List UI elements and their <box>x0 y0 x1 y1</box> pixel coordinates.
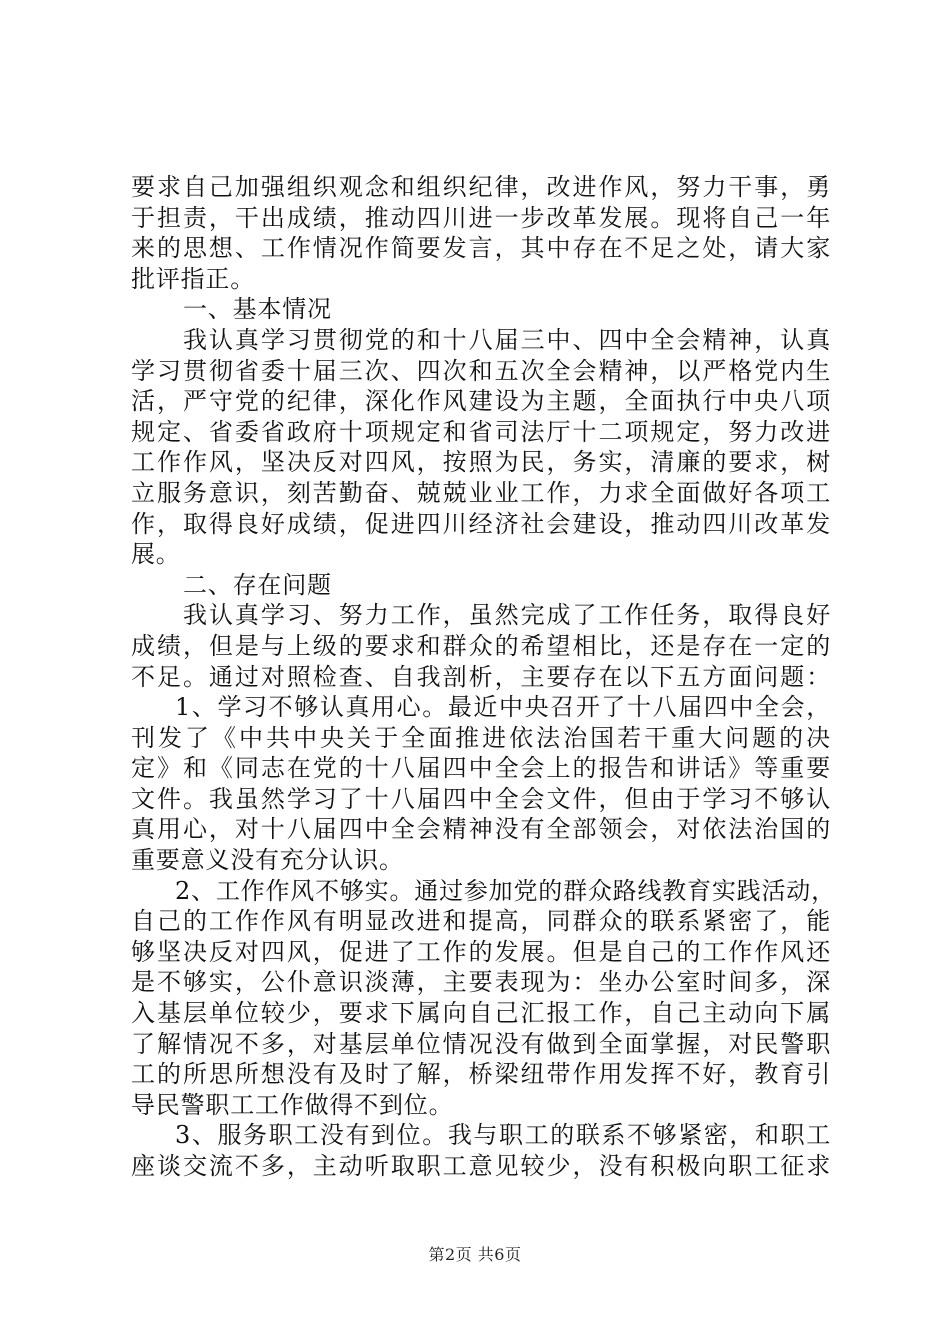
text-line: 要求自己加强组织观念和组织纪律，改进作风，努力干事，勇 <box>131 173 831 201</box>
text-line: 成绩，但是与上级的要求和群众的希望相比，还是存在一定的 <box>131 631 831 660</box>
text-line: 于担责，干出成绩，推动四川进一步改革发展。现将自己一年 <box>131 203 831 232</box>
text-line: 我认真学习、努力工作，虽然完成了工作任务，取得良好 <box>183 601 831 630</box>
text-line: 来的思想、工作情况作简要发言，其中存在不足之处，请大家 <box>131 234 831 263</box>
text-line: 是不够实，公仆意识淡薄，主要表现为：坐办公室时间多，深 <box>131 968 831 997</box>
text-line: 不足。通过对照检查、自我剖析，主要存在以下五方面问题： <box>131 662 831 691</box>
text-line: 了解情况不多，对基层单位情况没有做到全面掌握，对民警职 <box>131 1029 831 1058</box>
text-line: 规定、省委省政府十项规定和省司法厅十二项规定，努力改进 <box>131 417 831 446</box>
text-line: 工作作风，坚决反对四风，按照为民，务实，清廉的要求，树 <box>131 448 831 477</box>
text-line: 展。 <box>131 540 181 569</box>
text-line: 一、基本情况 <box>183 295 332 324</box>
text-line: 够坚决反对四风，促进了工作的发展。但是自己的工作作风还 <box>131 937 831 966</box>
text-line: 导民警职工工作做得不到位。 <box>131 1090 454 1119</box>
text-line: 定》和《同志在党的十八届四中全会上的报告和讲话》等重要 <box>131 754 831 783</box>
text-line: 3、服务职工没有到位。我与职工的联系不够紧密，和职工 <box>175 1121 831 1150</box>
text-line: 二、存在问题 <box>183 570 332 599</box>
text-line: 真用心，对十八届四中全会精神没有全部领会，对依法治国的 <box>131 815 831 844</box>
text-line: 立服务意识，刻苦勤奋、兢兢业业工作，力求全面做好各项工 <box>131 478 831 507</box>
text-line: 活，严守党的纪律，深化作风建设为主题，全面执行中央八项 <box>131 387 831 416</box>
text-line: 文件。我虽然学习了十八届四中全会文件，但由于学习不够认 <box>131 784 831 813</box>
text-line: 刊发了《中共中央关于全面推进依法治国若干重大问题的决 <box>131 723 831 752</box>
document-body <box>131 172 836 1182</box>
text-line: 工的所思所想没有及时了解，桥梁纽带作用发挥不好，教育引 <box>131 1060 831 1089</box>
page-footer: 第2页 共6页 <box>428 1245 522 1264</box>
text-line: 1、学习不够认真用心。最近中央召开了十八届四中全会， <box>175 693 831 722</box>
text-line: 学习贯彻省委十届三次、四次和五次全会精神，以严格党内生 <box>131 356 831 385</box>
text-line: 座谈交流不多，主动听取职工意见较少，没有积极向职工征求 <box>131 1152 831 1180</box>
text-line: 入基层单位较少，要求下属向自己汇报工作，自己主动向下属 <box>131 999 831 1028</box>
text-line: 2、工作作风不够实。通过参加党的群众路线教育实践活动， <box>175 876 836 905</box>
text-line: 重要意义没有充分认识。 <box>131 846 404 875</box>
text-line: 作，取得良好成绩，促进四川经济社会建设，推动四川改革发 <box>131 509 831 538</box>
text-line: 自己的工作作风有明显改进和提高，同群众的联系紧密了，能 <box>131 907 831 936</box>
text-line: 批评指正。 <box>131 264 255 293</box>
text-line: 我认真学习贯彻党的和十八届三中、四中全会精神，认真 <box>183 325 831 354</box>
